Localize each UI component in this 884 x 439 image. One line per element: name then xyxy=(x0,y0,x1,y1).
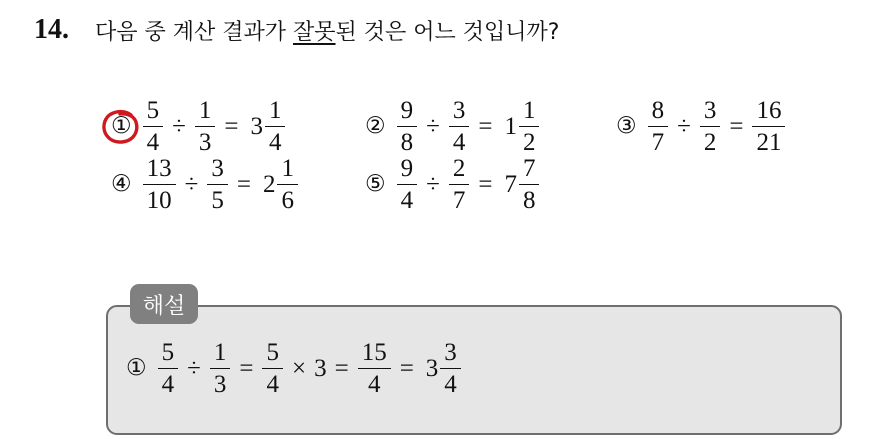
explanation-equals-3: = xyxy=(399,355,414,382)
question-number: 14. xyxy=(34,14,69,45)
choice-4-whole: 2 xyxy=(262,171,276,198)
choice-1[interactable] xyxy=(111,98,286,155)
choice-2-marker: ② xyxy=(365,113,386,139)
choice-5-result-fraction: $\frac{7}{8}$ xyxy=(521,156,538,213)
choice-4-marker: ④ xyxy=(111,171,132,197)
explanation-fraction-3: $\frac{5}{4}$ xyxy=(264,340,281,397)
choice-2-operator: ÷ xyxy=(426,113,440,140)
choice-5-dividend: $\frac{9}{4}$ xyxy=(399,156,416,213)
explanation-whole: 3 xyxy=(425,355,439,382)
choice-5-marker: ⑤ xyxy=(365,171,386,197)
explanation-fraction-4: $\frac{15}{4}$ xyxy=(360,340,389,397)
choice-5-whole: 7 xyxy=(504,171,517,198)
choice-5-equals: = xyxy=(478,171,493,198)
question-text xyxy=(95,15,559,46)
choice-2-equals: = xyxy=(478,113,493,140)
choice-3-divisor: $\frac{3}{2}$ xyxy=(702,98,719,155)
explanation-fraction-2: $\frac{1}{3}$ xyxy=(212,340,229,397)
explanation-multiply: × xyxy=(291,355,307,382)
choice-5[interactable] xyxy=(365,156,540,213)
explanation-divide: ÷ xyxy=(187,355,201,382)
choice-3-operator: ÷ xyxy=(677,113,691,140)
explanation-equals-1: = xyxy=(239,355,254,382)
choice-1-marker: ① xyxy=(111,115,132,138)
question-header xyxy=(34,8,559,52)
choice-3-result-fraction: $\frac{16}{21}$ xyxy=(754,98,783,155)
question-text-before: 다음 중 계산 결과가 xyxy=(95,19,293,45)
choice-5-divisor: $\frac{2}{7}$ xyxy=(451,156,468,213)
choice-3[interactable] xyxy=(616,98,786,155)
explanation-equals-2: = xyxy=(334,355,349,382)
choice-2-result-fraction: $\frac{1}{2}$ xyxy=(521,98,538,155)
explanation-multiplier: 3 xyxy=(314,355,327,382)
choice-4[interactable] xyxy=(111,156,299,213)
question-text-after: 된 것은 어느 것입니까? xyxy=(335,19,560,45)
choice-4-operator: ÷ xyxy=(184,171,199,198)
choice-3-marker: ③ xyxy=(616,113,637,139)
choice-4-dividend: $\frac{13}{10}$ xyxy=(145,156,174,213)
explanation-marker: ① xyxy=(126,355,147,381)
choice-3-equals: = xyxy=(729,113,744,140)
choice-5-operator: ÷ xyxy=(426,171,440,198)
choice-4-equals: = xyxy=(236,171,251,198)
question-text-underlined: 잘못 xyxy=(293,19,336,45)
explanation-equation xyxy=(126,340,462,397)
choice-2-divisor: $\frac{3}{4}$ xyxy=(451,98,468,155)
choice-1-operator: ÷ xyxy=(172,113,186,140)
explanation-tag: 해설 xyxy=(130,284,198,324)
choice-4-result-fraction: $\frac{1}{6}$ xyxy=(279,156,296,213)
choice-1-whole: 3 xyxy=(250,113,263,140)
choice-1-dividend: $\frac{5}{4}$ xyxy=(145,98,162,155)
choice-1-divisor: $\frac{1}{3}$ xyxy=(197,98,214,155)
choice-4-divisor: $\frac{3}{5}$ xyxy=(209,156,226,213)
choice-1-result-fraction: $\frac{1}{4}$ xyxy=(267,98,284,155)
choice-2[interactable] xyxy=(365,98,540,155)
choice-3-dividend: $\frac{8}{7}$ xyxy=(650,98,667,155)
explanation-fraction-1: $\frac{5}{4}$ xyxy=(160,340,177,397)
choice-1-equals: = xyxy=(224,113,239,140)
choice-2-whole: 1 xyxy=(504,113,517,140)
choice-2-dividend: $\frac{9}{8}$ xyxy=(399,98,416,155)
explanation-fraction-5: $\frac{3}{4}$ xyxy=(442,340,459,397)
